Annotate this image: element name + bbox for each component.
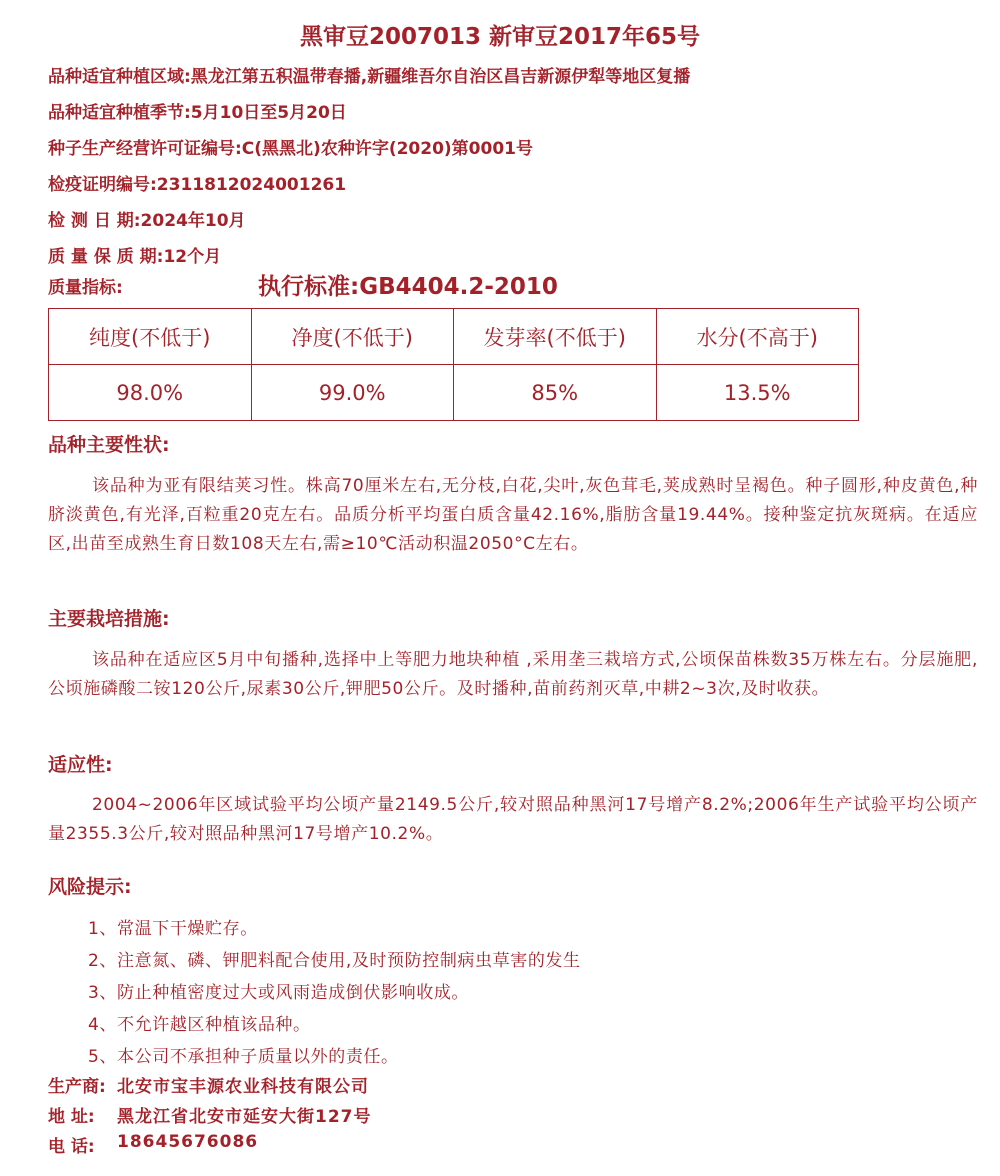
license-number: 种子生产经营许可证编号:C(黑黑北)农种许字(2020)第0001号 (48, 139, 533, 159)
value-germination: 85% (454, 365, 657, 421)
cultivation-heading: 主要栽培措施: (48, 608, 170, 630)
traits-heading: 品种主要性状: (48, 434, 170, 456)
quality-value-row (49, 365, 859, 421)
quality-table (48, 308, 859, 421)
header-moisture: 水分(不高于) (656, 309, 859, 365)
test-date: 检 测 日 期:2024年10月 (48, 211, 246, 231)
execution-standard: 执行标准:GB4404.2-2010 (258, 274, 558, 300)
planting-season: 品种适宜种植季节:5月10日至5月20日 (48, 103, 347, 123)
header-purity: 纯度(不低于) (49, 309, 252, 365)
quarantine-number: 检疫证明编号:2311812024001261 (48, 175, 347, 195)
value-cleanliness: 99.0% (251, 365, 454, 421)
value-purity: 98.0% (49, 365, 252, 421)
adaptability-paragraph: 2004~2006年区域试验平均公顷产量2149.5公斤,较对照品种黑河17号增产8.2%;2006年生产试验平均公顷产量2355.3公斤,较对照品种黑河17号增产10.2%。 (48, 795, 978, 844)
phone-value: 18645676086 (117, 1132, 259, 1152)
phone-label: 电 话: (48, 1137, 95, 1157)
address-label: 地 址: (48, 1107, 95, 1127)
traits-paragraph: 该品种为亚有限结荚习性。株高70厘米左右,无分枝,白花,尖叶,灰色茸毛,荚成熟时呈褐色。种子圆形,种皮黄色,种脐淡黄色,有光泽,百粒重20克左右。品质分析平均蛋白质含量42.16%,脂肪含量19.44%。接种鉴定抗灰斑病。在适应区,出苗至成熟生育日数108天左右,需≥10℃活动积温2050°C左右。 (48, 476, 978, 554)
risk-item: 3、防止种植密度过大或风雨造成倒伏影响收成。 (88, 983, 470, 1003)
adaptability-heading: 适应性: (48, 754, 113, 776)
producer-label: 生产商: (48, 1077, 106, 1097)
quality-heading: 质量指标: (48, 278, 123, 298)
risk-item: 4、不允许越区种植该品种。 (88, 1015, 311, 1035)
header-germination: 发芽率(不低于) (454, 309, 657, 365)
risk-item: 5、本公司不承担种子质量以外的责任。 (88, 1047, 399, 1067)
value-moisture: 13.5% (656, 365, 859, 421)
risk-item: 2、注意氮、磷、钾肥料配合使用,及时预防控制病虫草害的发生 (88, 951, 581, 971)
risk-heading: 风险提示: (48, 876, 132, 898)
address-value: 黑龙江省北安市延安大街127号 (117, 1107, 372, 1127)
risk-item: 1、常温下干燥贮存。 (88, 919, 258, 939)
header-cleanliness: 净度(不低于) (251, 309, 454, 365)
quality-header-row (49, 309, 859, 365)
planting-region: 品种适宜种植区域:黑龙江第五积温带春播,新疆维吾尔自治区昌吉新源伊犁等地区复播 (48, 67, 691, 87)
producer-name: 北安市宝丰源农业科技有限公司 (117, 1077, 369, 1097)
page-title: 黑审豆2007013 新审豆2017年65号 (299, 24, 701, 50)
cultivation-paragraph: 该品种在适应区5月中旬播种,选择中上等肥力地块种植 ,采用垄三栽培方式,公顷保苗株数35万株左右。分层施肥,公顷施磷酸二铵120公斤,尿素30公斤,钾肥50公斤。及时播种,苗前药剂灭草,中耕2~3次,及时收获。 (48, 650, 978, 699)
shelf-life: 质 量 保 质 期:12个月 (48, 247, 222, 267)
